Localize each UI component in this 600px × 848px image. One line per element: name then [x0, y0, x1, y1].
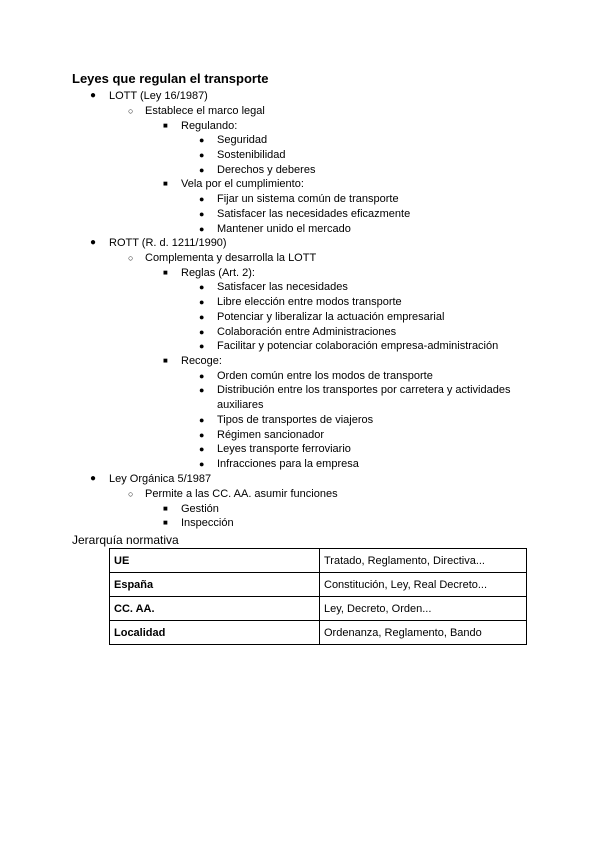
list-item-text: Tipos de transportes de viajeros — [217, 414, 374, 426]
bullet-icon: ● — [90, 237, 97, 248]
list-item-text: Fijar un sistema común de transporte — [217, 193, 399, 205]
list-item-text: Ley Orgánica 5/1987 — [109, 473, 212, 485]
list-item-text: Derechos y deberes — [217, 164, 316, 176]
table-cell-level: UE — [110, 549, 320, 573]
bullet-icon: ○ — [128, 489, 134, 499]
table-cell-norms: Ley, Decreto, Orden... — [320, 597, 527, 621]
list-item-text: Facilitar y potenciar colaboración empresa-administración — [217, 340, 499, 352]
bullet-icon: ○ — [128, 253, 134, 263]
hierarchy-table — [109, 548, 527, 645]
bullet-icon: ● — [199, 224, 205, 234]
bullet-icon: ● — [90, 90, 97, 101]
list-item-text: Permite a las CC. AA. asumir funciones — [145, 488, 338, 500]
list-item-text: Colaboración entre Administraciones — [217, 326, 397, 338]
bullet-icon: ■ — [163, 504, 168, 513]
list-item-text: Recoge: — [181, 355, 222, 367]
bullet-icon: ■ — [163, 356, 168, 365]
list-item-text: Gestión — [181, 503, 219, 515]
list-item-text: Potenciar y liberalizar la actuación empresarial — [217, 311, 445, 323]
list-item-text: Libre elección entre modos transporte — [217, 296, 402, 308]
table-row — [110, 621, 527, 645]
bullet-icon: ■ — [163, 121, 168, 130]
table-cell-norms: Tratado, Reglamento, Directiva... — [320, 549, 527, 573]
section-title: Jerarquía normativa — [72, 533, 179, 547]
list-item-text: Complementa y desarrolla la LOTT — [145, 252, 317, 264]
bullet-icon: ● — [199, 297, 205, 307]
bullet-icon: ● — [199, 312, 205, 322]
bullet-icon: ■ — [163, 179, 168, 188]
bullet-icon: ● — [199, 209, 205, 219]
list-item-text: Sostenibilidad — [217, 149, 286, 161]
bullet-icon: ● — [199, 385, 205, 395]
bullet-icon: ● — [199, 165, 205, 175]
list-item-text: Distribución entre los transportes por carretera y actividades auxiliares — [217, 384, 511, 411]
bullet-icon: ● — [199, 430, 205, 440]
bullet-icon: ○ — [128, 106, 134, 116]
table-cell-level: España — [110, 573, 320, 597]
table-cell-norms: Ordenanza, Reglamento, Bando — [320, 621, 527, 645]
list-item-text: Régimen sancionador — [217, 429, 325, 441]
bullet-icon: ● — [199, 459, 205, 469]
list-item-text: Inspección — [181, 517, 234, 529]
list-item-text: Establece el marco legal — [145, 105, 265, 117]
bullet-icon: ● — [199, 327, 205, 337]
list-item-text: ROTT (R. d. 1211/1990) — [109, 237, 227, 249]
list-item-text: Regulando: — [181, 120, 238, 132]
page-title: Leyes que regulan el transporte — [72, 71, 269, 86]
bullet-icon: ● — [199, 282, 205, 292]
list-item-text: Mantener unido el mercado — [217, 223, 351, 235]
bullet-icon: ● — [199, 341, 205, 351]
list-item-text: Leyes transporte ferroviario — [217, 443, 351, 455]
list-item-text: Satisfacer las necesidades eficazmente — [217, 208, 411, 220]
table-cell-level: Localidad — [110, 621, 320, 645]
bullet-icon: ■ — [163, 268, 168, 277]
table-cell-norms: Constitución, Ley, Real Decreto... — [320, 573, 527, 597]
table-row — [110, 597, 527, 621]
bullet-icon: ● — [90, 473, 97, 484]
bullet-icon: ● — [199, 444, 205, 454]
table-cell-level: CC. AA. — [110, 597, 320, 621]
bullet-icon: ● — [199, 371, 205, 381]
list-item-text: Orden común entre los modos de transporte — [217, 370, 433, 382]
list-item-text: LOTT (Ley 16/1987) — [109, 90, 208, 102]
bullet-icon: ■ — [163, 518, 168, 527]
list-item-text: Vela por el cumplimiento: — [181, 178, 304, 190]
bullet-icon: ● — [199, 150, 205, 160]
table-row — [110, 549, 527, 573]
list-item-text: Satisfacer las necesidades — [217, 281, 348, 293]
bullet-icon: ● — [199, 415, 205, 425]
list-item-text: Seguridad — [217, 134, 268, 146]
bullet-icon: ● — [199, 194, 205, 204]
list-item-text: Reglas (Art. 2): — [181, 267, 255, 279]
bullet-icon: ● — [199, 135, 205, 145]
table-row — [110, 573, 527, 597]
list-item-text: Infracciones para la empresa — [217, 458, 359, 470]
